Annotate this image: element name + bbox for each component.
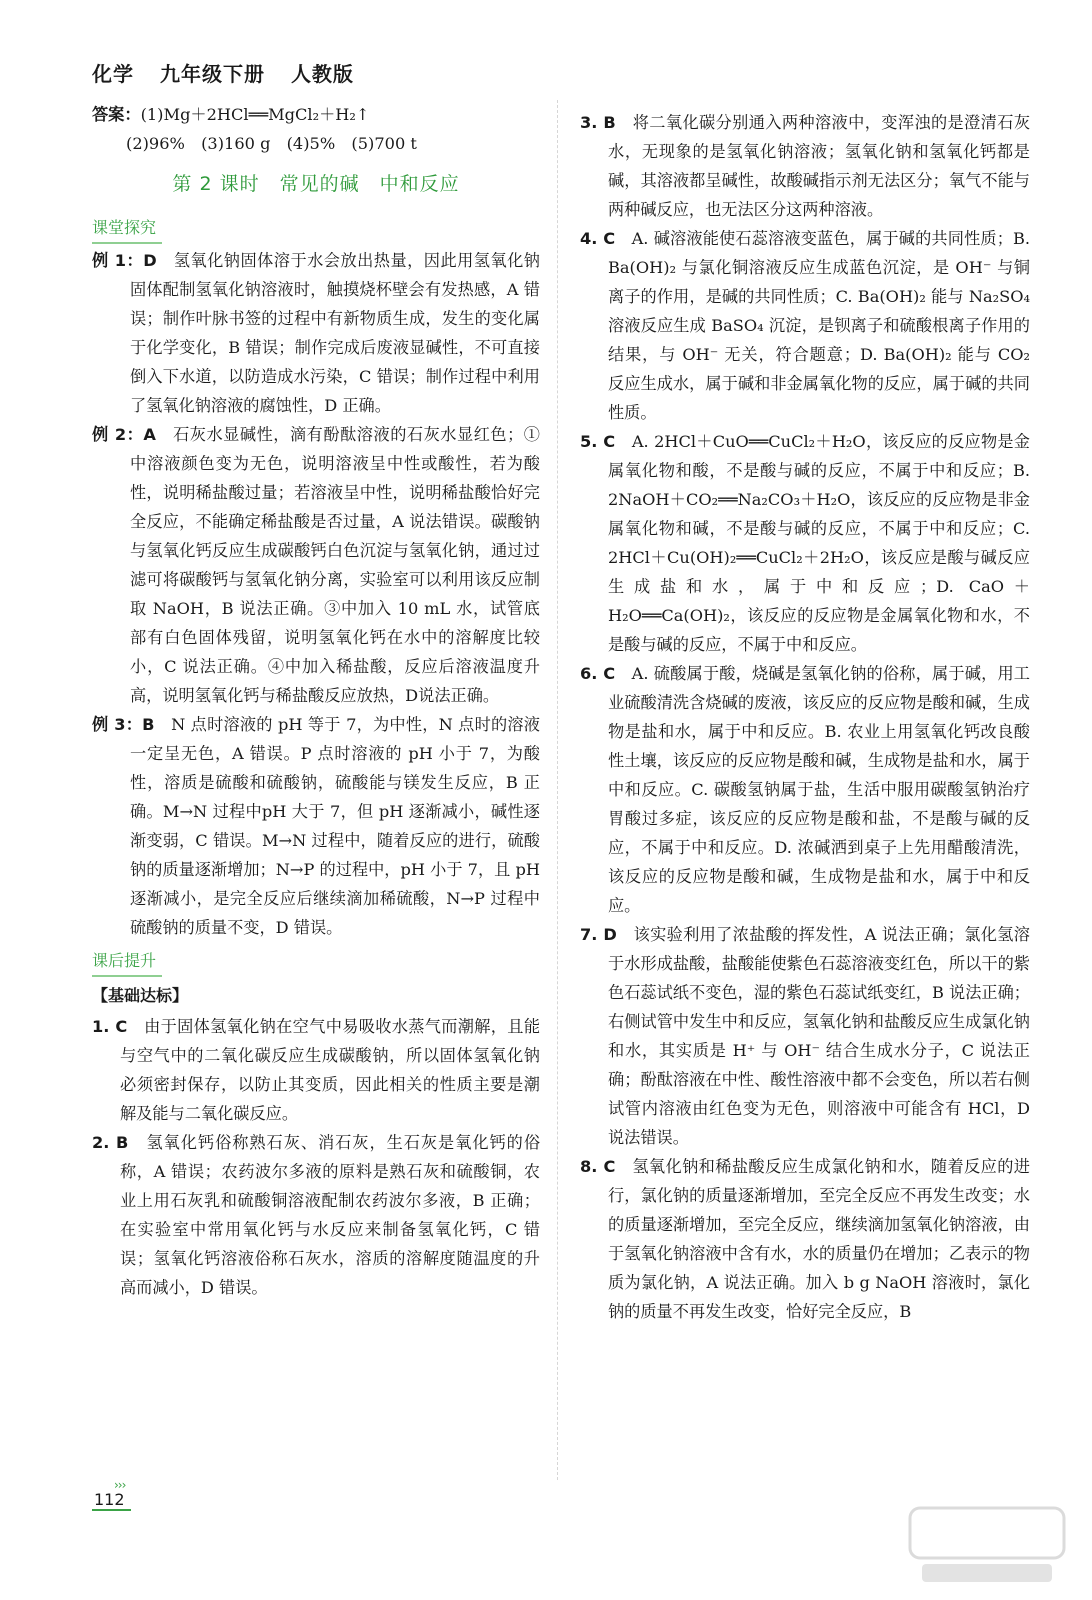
left-item-2 — [92, 1128, 540, 1302]
example-1 — [92, 246, 540, 420]
right-item-8 — [580, 1152, 1030, 1326]
example-3 — [92, 710, 540, 942]
right-item-8-label: 8. C — [580, 1157, 616, 1176]
page-header — [92, 58, 372, 87]
left-item-2-label: 2. B — [92, 1133, 129, 1152]
left-column — [92, 100, 540, 1302]
page-number — [92, 1478, 131, 1511]
watermark-logo — [902, 1500, 1072, 1590]
right-item-7-label: 7. D — [580, 925, 617, 944]
right-item-7 — [580, 920, 1030, 1152]
header-subject: 化学 — [92, 62, 134, 86]
right-item-4 — [580, 224, 1030, 427]
left-item-1 — [92, 1012, 540, 1128]
right-item-3 — [580, 108, 1030, 224]
right-item-3-text: 将二氧化碳分别通入两种溶液中，变浑浊的是澄清石灰水，无现象的是氢氧化钠溶液；氢氧化钠和氢氧化钙都是碱，其溶液都呈碱性，故酸碱指示剂无法区分；氧气不能与两种碱反应，也无法区分这两种溶液。 — [608, 113, 1031, 219]
answer-label: 答案： — [92, 105, 141, 124]
section-classroom: 课堂探究 — [92, 213, 162, 244]
example-1-label: 例 1：D — [92, 251, 157, 270]
header-edition: 人教版 — [290, 62, 354, 86]
right-item-6-label: 6. C — [580, 664, 616, 683]
right-item-3-label: 3. B — [580, 113, 616, 132]
right-item-5-text: A. 2HCl＋CuO══CuCl₂＋H₂O，该反应的反应物是金属氧化物和酸，不是酸与碱的反应，不属于中和反应；B. 2NaOH＋CO₂══Na₂CO₃＋H₂O，该反应的反应物是非金属氧化物和碱，不是酸与碱的反应，不属于中和反应；C. 2HCl＋Cu(OH)₂══CuCl₂＋2H₂O，该反应是酸与碱反应生成盐和水，属于中和反应；D. CaO＋H₂O══Ca(OH)₂，该反应的反应物是金属氧化物和水，不是酸与碱的反应，不属于中和反应。 — [608, 432, 1030, 654]
example-3-text: N 点时溶液的 pH 等于 7，为中性，N 点时的溶液一定呈无色，A 错误。P 点时溶液的 pH 小于 7，为酸性，溶质是硫酸和硫酸钠，硫酸能与镁发生反应，B 正确。M→N 过程中pH 大于 7，但 pH 逐渐减小，碱性逐渐变弱，C 错误。M→N 过程中，随着反应的进行，硫酸钠的质量逐渐增加；N→P 的过程中，pH 小于 7，且 pH 逐渐减小，是完全反应后继续滴加稀硫酸，N→P 过程中硫酸钠的质量不变，D 错误。 — [130, 715, 540, 937]
right-item-4-label: 4. C — [580, 229, 616, 248]
right-item-5-label: 5. C — [580, 432, 616, 451]
right-item-4-text: A. 碱溶液能使石蕊溶液变蓝色，属于碱的共同性质；B. Ba(OH)₂ 与氯化铜溶液反应生成蓝色沉淀，是 OH⁻ 与铜离子的作用，是碱的共同性质；C. Ba(OH)₂ 能与 Na₂SO₄ 溶液反应生成 BaSO₄ 沉淀，是钡离子和硫酸根离子作用的结果，与 OH⁻ 无关，符合题意；D. Ba(OH)₂ 能与 CO₂ 反应生成水，属于碱和非金属氧化物的反应，属于碱的共同性质。 — [608, 229, 1030, 422]
example-2 — [92, 420, 540, 710]
example-1-text: 氢氧化钠固体溶于水会放出热量，因此用氢氧化钠固体配制氢氧化钠溶液时，触摸烧杯壁会有发热感，A 错误；制作叶脉书签的过程中有新物质生成，发生的变化属于化学变化，B 错误；制作完成后废液显碱性，不可直接倒入下水道，以防造成水污染，C 错误；制作过程中利用了氢氧化钠溶液的腐蚀性，D 正确。 — [130, 251, 540, 415]
left-item-1-text: 由于固体氢氧化钠在空气中易吸收水蒸气而潮解，且能与空气中的二氧化碳反应生成碳酸钠，所以固体氢氧化钠必须密封保存，以防止其变质，因此相关的性质主要是潮解及能与二氧化碳反应。 — [120, 1017, 541, 1123]
answer-line-2: (2)96% (3)160 g (4)5% (5)700 t — [126, 134, 417, 153]
page-number-text: 112 — [94, 1490, 125, 1509]
header-grade: 九年级下册 — [159, 62, 265, 86]
left-item-1-label: 1. C — [92, 1017, 128, 1036]
section-basic: 【基础达标】 — [92, 986, 189, 1005]
example-3-label: 例 3：B — [92, 715, 155, 734]
right-item-6 — [580, 659, 1030, 920]
left-item-2-text: 氢氧化钙俗称熟石灰、消石灰，生石灰是氧化钙的俗称，A 错误；农药波尔多液的原料是熟石灰和硫酸铜，农业上用石灰乳和硫酸铜溶液配制农药波尔多液，B 正确；在实验室中常用氧化钙与水反应来制备氢氧化钙，C 错误；氢氧化钙溶液俗称石灰水，溶质的溶解度随温度的升高而减小，D 错误。 — [120, 1133, 541, 1297]
right-item-6-text: A. 硫酸属于酸，烧碱是氢氧化钠的俗称，属于碱，用工业硫酸清洗含烧碱的废液，该反应的反应物是酸和碱，生成物是盐和水，属于中和反应。B. 农业上用氢氧化钙改良酸性土壤，该反应的反应物是酸和碱，生成物是盐和水，属于中和反应。C. 碳酸氢钠属于盐，生活中服用碳酸氢钠治疗胃酸过多症，该反应的反应物是酸和盐，不是酸与碱的反应，不属于中和反应。D. 浓碱洒到桌子上先用醋酸清洗，该反应的反应物是酸和碱，生成物是盐和水，属于中和反应。 — [608, 664, 1030, 915]
right-column — [580, 108, 1030, 1326]
answer-line-1: (1)Mg＋2HCl══MgCl₂＋H₂↑ — [140, 105, 370, 124]
example-2-text: 石灰水显碱性，滴有酚酞溶液的石灰水显红色；①中溶液颜色变为无色，说明溶液呈中性或酸性，若为酸性，说明稀盐酸过量；若溶液呈中性，说明稀盐酸恰好完全反应，不能确定稀盐酸是否过量，A 说法错误。碳酸钠与氢氧化钙反应生成碳酸钙白色沉淀与氢氧化钠，通过过滤可将碳酸钙与氢氧化钠分离，实验室可以利用该反应制取 NaOH，B 说法正确。③中加入 10 mL 水，试管底部有白色固体残留，说明氢氧化钙在水中的溶解度比较小，C 说法正确。④中加入稀盐酸，反应后溶液温度升高，说明氢氧化钙与稀盐酸反应放热，D说法正确。 — [130, 425, 540, 705]
lesson-title: 第 2 课时 常见的碱 中和反应 — [172, 173, 460, 195]
right-item-8-text: 氢氧化钠和稀盐酸反应生成氯化钠和水，随着反应的进行，氯化钠的质量逐渐增加，至完全反应不再发生改变；水的质量逐渐增加，至完全反应，继续滴加氢氧化钠溶液，由于氢氧化钠溶液中含有水，水的质量仍在增加；乙表示的物质为氯化钠，A 说法正确。加入 b g NaOH 溶液时，氯化钠的质量不再发生改变，恰好完全反应，B — [608, 1157, 1030, 1321]
section-afterclass: 课后提升 — [92, 946, 162, 977]
page-arrows-icon: ››› — [114, 1478, 126, 1492]
right-item-5 — [580, 427, 1030, 659]
example-2-label: 例 2：A — [92, 425, 156, 444]
right-item-7-text: 该实验利用了浓盐酸的挥发性，A 说法正确；氯化氢溶于水形成盐酸，盐酸能使紫色石蕊溶液变红色，所以干的紫色石蕊试纸不变色，湿的紫色石蕊试纸变红，B 说法正确；右侧试管中发生中和反应，氢氧化钠和盐酸反应生成氯化钠和水，其实质是 H⁺ 与 OH⁻ 结合生成水分子，C 说法正确；酚酞溶液在中性、酸性溶液中都不会变色，所以若右侧试管内溶液由红色变为无色，则溶液中可能含有 HCl，D 说法错误。 — [608, 925, 1030, 1147]
answer-block — [92, 100, 540, 158]
column-divider — [557, 100, 558, 1480]
